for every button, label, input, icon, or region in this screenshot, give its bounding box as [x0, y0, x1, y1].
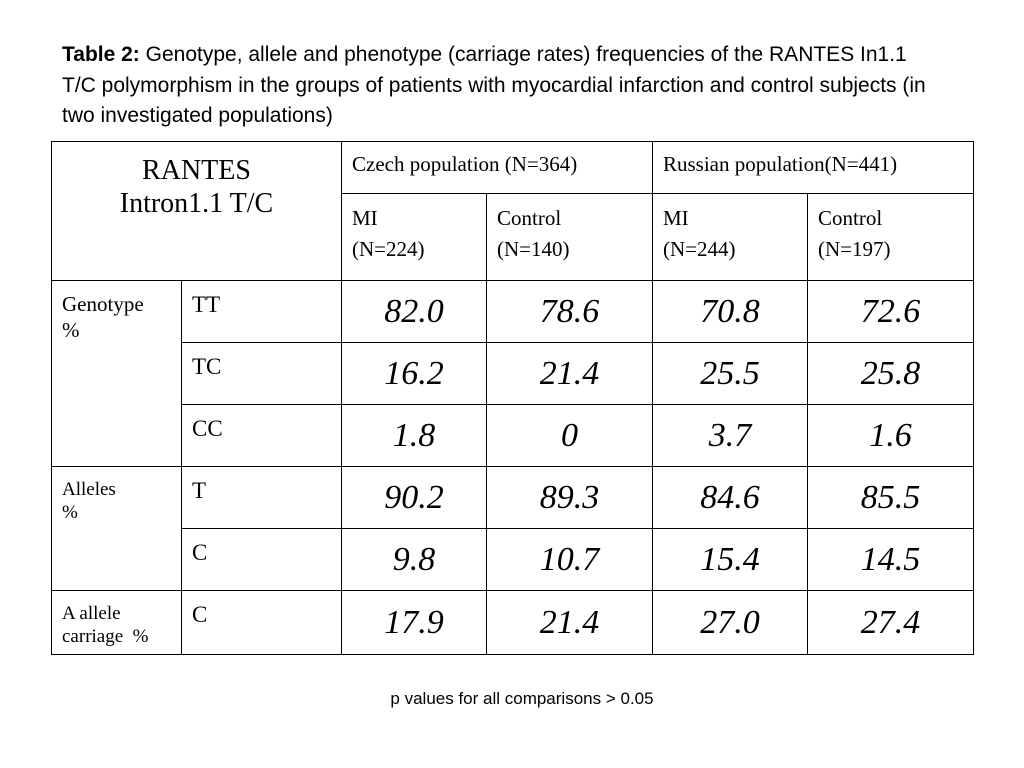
table-row [52, 281, 974, 343]
section-label-alleles [52, 467, 182, 591]
table-corner-header [52, 142, 342, 281]
allele-label: T [182, 467, 342, 529]
caption-text: Genotype, allele and phenotype (carriage rates) frequencies of the RANTES In1.1 T/C polymorphism in the groups of patients with myocardial infarction and control subjects (in two investigated populations) [62, 43, 926, 127]
group-n: (N=197) [818, 237, 891, 261]
table-row [52, 467, 974, 529]
table-row [52, 405, 974, 467]
value-cell: 89.3 [487, 467, 653, 529]
section-label-line2: % [62, 502, 78, 523]
population-header-czech: Czech population (N=364) [342, 142, 653, 194]
section-label-genotype [52, 281, 182, 467]
group-header-russian-control [808, 194, 974, 281]
group-name: Control [497, 206, 562, 230]
value-cell: 10.7 [487, 529, 653, 591]
value-cell: 21.4 [487, 591, 653, 655]
value-cell: 27.4 [808, 591, 974, 655]
value-cell: 90.2 [342, 467, 487, 529]
population-header-russian: Russian population(N=441) [653, 142, 974, 194]
section-label-line2: carriage % [62, 626, 149, 647]
allele-label: C [182, 591, 342, 655]
section-label-carriage [52, 591, 182, 655]
value-cell: 1.8 [342, 405, 487, 467]
group-header-czech-control [487, 194, 653, 281]
value-cell: 1.6 [808, 405, 974, 467]
value-cell: 21.4 [487, 343, 653, 405]
genotype-label: TT [182, 281, 342, 343]
allele-label: C [182, 529, 342, 591]
value-cell: 72.6 [808, 281, 974, 343]
value-cell: 27.0 [653, 591, 808, 655]
group-header-russian-mi [653, 194, 808, 281]
value-cell: 84.6 [653, 467, 808, 529]
value-cell: 85.5 [808, 467, 974, 529]
genotype-label: CC [182, 405, 342, 467]
group-header-czech-mi [342, 194, 487, 281]
value-cell: 78.6 [487, 281, 653, 343]
section-label-line2: % [62, 318, 80, 342]
caption-label: Table 2: [62, 43, 140, 66]
section-label-line1: Genotype [62, 292, 144, 316]
value-cell: 3.7 [653, 405, 808, 467]
section-label-line1: A allele [62, 603, 121, 624]
value-cell: 70.8 [653, 281, 808, 343]
corner-line1: RANTES [142, 155, 251, 186]
rantes-frequency-table [51, 141, 974, 655]
table-row [52, 343, 974, 405]
group-n: (N=244) [663, 237, 736, 261]
corner-line2: Intron1.1 T/C [119, 188, 274, 219]
value-cell: 14.5 [808, 529, 974, 591]
value-cell: 25.5 [653, 343, 808, 405]
table-caption [62, 40, 942, 132]
group-n: (N=140) [497, 237, 570, 261]
value-cell: 0 [487, 405, 653, 467]
group-name: MI [352, 206, 378, 230]
value-cell: 16.2 [342, 343, 487, 405]
value-cell: 25.8 [808, 343, 974, 405]
footnote: p values for all comparisons > 0.05 [390, 689, 654, 708]
group-n: (N=224) [352, 237, 425, 261]
group-name: Control [818, 206, 883, 230]
value-cell: 17.9 [342, 591, 487, 655]
value-cell: 82.0 [342, 281, 487, 343]
genotype-label: TC [182, 343, 342, 405]
value-cell: 15.4 [653, 529, 808, 591]
group-name: MI [663, 206, 689, 230]
section-label-line1: Alleles [62, 479, 116, 500]
table-row [52, 529, 974, 591]
value-cell: 9.8 [342, 529, 487, 591]
table-row [52, 591, 974, 655]
